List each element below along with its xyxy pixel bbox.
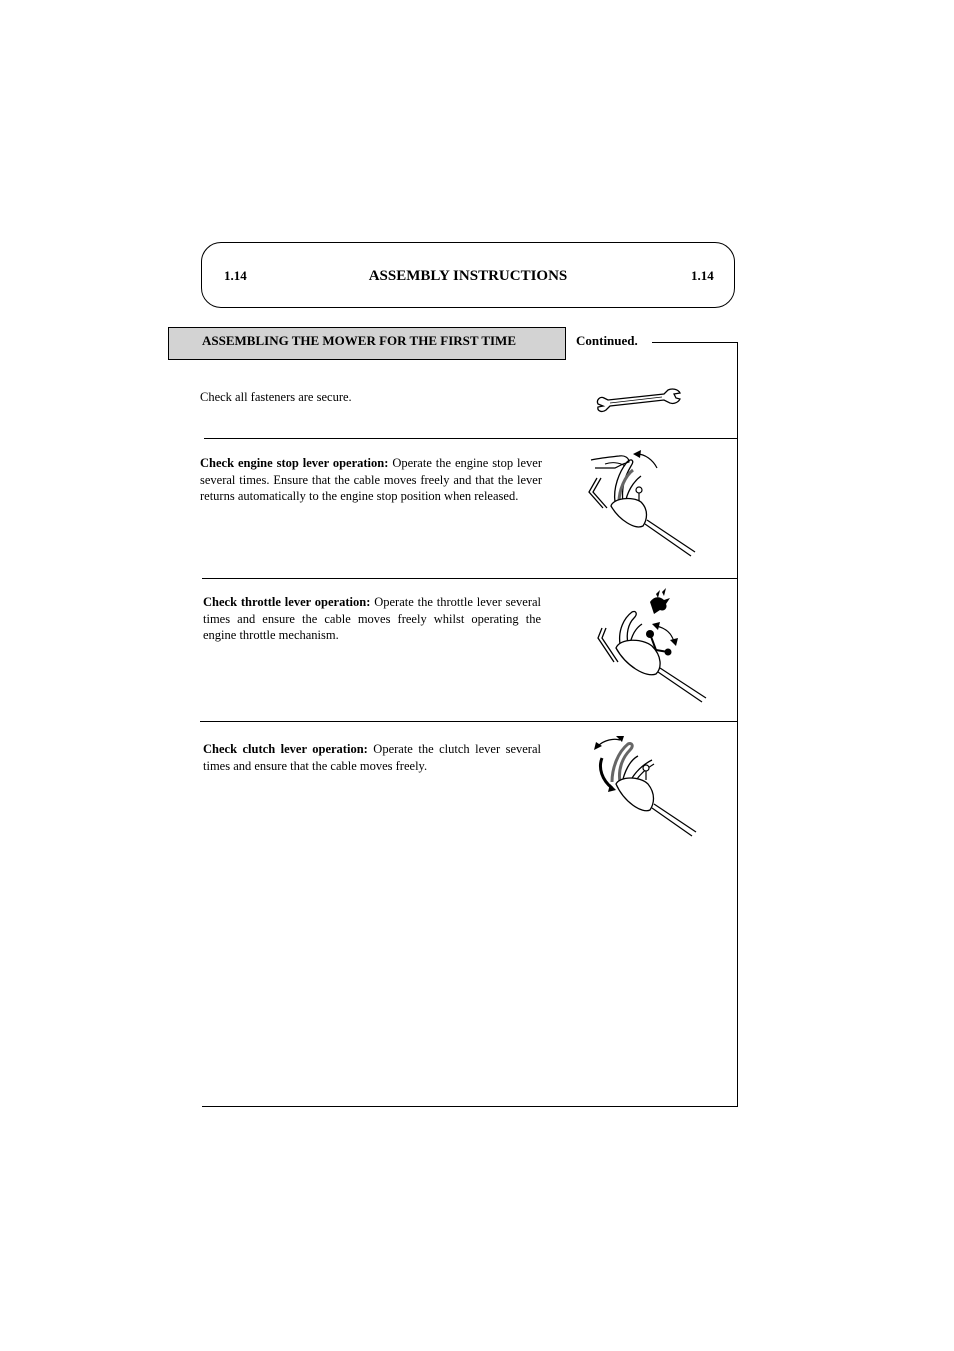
step-clutch	[203, 741, 541, 774]
step-body: Operate the throttle lever several times and ensure the cable moves freely whilst operating the engine throttle mechanism.	[203, 595, 542, 642]
page-number-left: 1.14	[224, 268, 247, 283]
step-throttle	[203, 594, 541, 644]
divider-line	[202, 578, 738, 579]
step-body: Operate the engine stop lever several times. Ensure that the cable moves freely and that the lever returns automatically to the engine stop position when released.	[200, 456, 543, 503]
frame-right-line	[737, 342, 738, 1106]
engine-stop-lever-illustration	[585, 448, 700, 560]
step-heading: Check clutch lever operation:	[203, 742, 368, 756]
hare-icon	[650, 597, 670, 614]
step-body: Operate the clutch lever several times and ensure that the cable moves freely.	[203, 742, 541, 773]
continued-label: Continued.	[576, 333, 638, 348]
page-number-right: 1.14	[691, 268, 714, 283]
clutch-lever-illustration	[588, 730, 703, 840]
step-fasteners-text: Check all fasteners are secure.	[200, 390, 352, 404]
section-title: ASSEMBLING THE MOWER FOR THE FIRST TIME	[202, 333, 516, 348]
step-heading: Check engine stop lever operation:	[200, 456, 389, 470]
step-heading: Check throttle lever operation:	[203, 595, 371, 609]
throttle-lever-illustration	[594, 588, 709, 706]
frame-bottom-line	[202, 1106, 738, 1107]
divider-line	[204, 438, 738, 439]
section-heading-bar	[168, 327, 566, 360]
page-header	[201, 242, 735, 308]
frame-top-line	[652, 342, 737, 343]
step-engine-stop	[200, 455, 542, 505]
spanner-icon	[594, 384, 684, 416]
page-title: ASSEMBLY INSTRUCTIONS	[368, 268, 568, 284]
divider-line	[200, 721, 738, 722]
